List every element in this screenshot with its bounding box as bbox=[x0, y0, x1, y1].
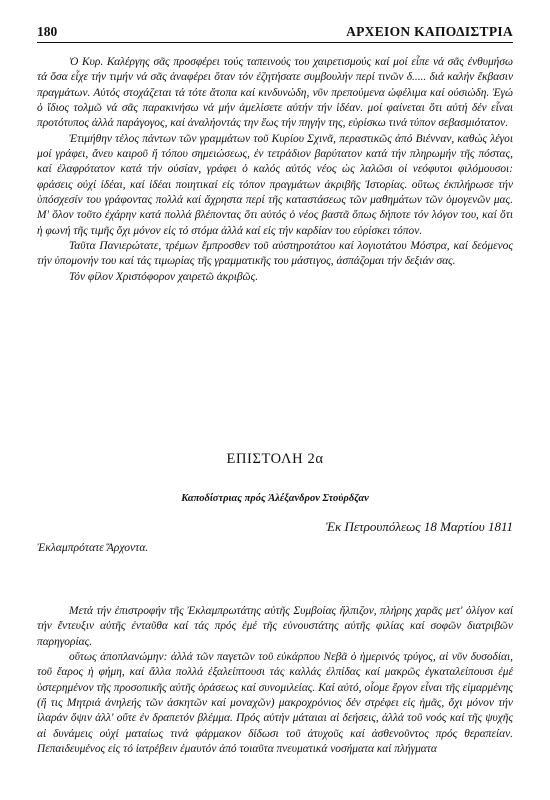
letter-two-body bbox=[37, 604, 513, 757]
paragraph: Ὁ Κυρ. Καλέργης σᾶς προσφέρει τούς ταπεινούς του χαιρετισμούς καί μοί εἶπε νά σᾶς ἐνθυμήσω τά ὅσα εἶχε τήν τιμήν νά σᾶς ἀναφέρει ὅταν τόν ἐζητήσατε συμβουλήν περί τινῶν δ..... διά καλήν ἔκβασιν πραγμάτων. Αὐτός στοχάζεται τά τότε ἄτοπα καί κινδυνώδη, νῦν πρεπούμενα ὠφέλιμα καί ούσιώδη. Ἐγώ ὁ ἴδιος τολμῶ νά σᾶς παρακινήσω νά μήν ἀμελίσετε αὐτήν τήν ἰδέαν. μοί φαίνεται ὅτι αὐτή δέν εἶναι προτότυπος ἀλλά παράγογος, καί ἀναλήοντάς την ἕως τήν πηγήν της, εὑρίσκω τινά τύπον σεβασμιότατον. bbox=[37, 56, 513, 130]
running-head: ΑΡΧΕΙΟΝ ΚΑΠΟΔΙΣΤΡΙΑ bbox=[346, 24, 513, 39]
epistle-subtitle: Καποδίστριας πρός Ἀλέξανδρον Στοὐρδζαν bbox=[181, 493, 369, 504]
letter-one-body bbox=[37, 55, 513, 285]
paragraph: Τόν φίλον Χριστόφορον χαιρετῶ ἀκριβῶς. bbox=[69, 270, 259, 283]
paragraph: οὕτως ἀποπλανώμην: ἀλλά τῶν παγετῶν τοῦ εὐκάρπου Νεβᾶ ὁ ἡμερινός τρύγος, αἱ νῦν δυσοδίαι, τοῦ ἔαρος ἡ φήμη, καί ἄλλα πολλά ἐξαλείπτουσι τάς καλλάς ἐλπίδας καί μακρῶς ἐγκαταλείπουσι ἐμέ ὑστερημένον τῆς προσοπικῆς αὐτῆς ὁράσεως καί συνομιλείας. Καί αὐτό, οἶομε ἔργον εἶναι τῆς εἱμαρμένης (ἤ τις Μητριά ἀνηλεής τῶν ἀσκητῶν καί μοναχῶν) μακροχρόνιος δέν στρέφει εἰς ἡμᾶς, ὄχι μόνον τήν ἱλαράν ὄψιν ἀλλ' οὔτε ἐν δραπετόν βλέμμα. Πρός αὐτήν μάταιαι αἱ δεήσεις, ἀλλά τοῦ νοός καί τῆς ψυχῆς αἱ δυνάμεις οὐχί ματαίως τινά φάρμακον δίδωσι τοῦ ἀτυχοῦς καί ἀσθενοῦντος πρός θεραπείαν. Πεπαιδευμένος εἰς τό ἰατρέβειν ἐμαυτόν ἀπό τοιαῦτα πνευματικά νοσήματα καί πλήγματα bbox=[37, 651, 513, 756]
paragraph: Ἐτιμήθην τέλος πάντων τῶν γραμμάτων τοῦ Κυρίου Σχινᾶ, περαστικῶς ἀπό Βιένναν, καθώς λέγοι μοί γράφει, ἄνευ καιροῦ ἤ τόπου σημειώσεως, ἐν τετράδιον βαρύτατον κατά τήν πληρωμήν τῆς πόστας, καί ἐλαφρότατον κατά τήν οὐσίαν, γράφει ὁ καλός αὐτός νέος ὡς λαλῶσι οἱ νεόφυτοι φιλόμουσοι: φράσεις οὐχί ἰδέαι, καί ἰδέαι ποιητικαί εἰς τόπον πραγμάτων ἀκριβῆς Ἰστορίας. οὕτως ἐκπλήρωσε τήν ὑπόσχεσίν του γράφοντας πολλά καί ἄχρηστα περί τῆς καταστάσεως τῶν μαθημάτων τῶν ὁμογενῶν μας. Μ' ὅλον τοῦτο ἐχάρην κατά πολλά βλέποντας ὅτι αὐτός ὁ νέος βαστᾶ ὅπως δήποτε τόν λόγον του, καί ὅτι ἡ φωνή τῆς τιμῆς ὄχι μόνον εἰς τό στόμα ἀλλά καί εἰς τήν καρδίαν του εὑρίσκει τόπον. bbox=[37, 132, 513, 237]
paragraph: Ταῦτα Πανιερώτατε, τρέμων ἔμπροσθεν τοῦ αὐστηροτάτου καί λογιοτάτου Μόστρα, καί δεόμενος τήν ὑπομονήν του καί τάς τιμωρίας τῆς γραμματικῆς του μάστιγος, ἀσπάζομαι τήν δεξιάν σας. bbox=[37, 240, 513, 268]
epistle-dateline: Ἐκ Πετρουπόλεως 18 Μαρτίου 1811 bbox=[325, 519, 513, 534]
paragraph: Μετά τήν ἐπιστροφήν τῆς Ἐκλαμπρωτάτης αὐτῆς Συμβοίας ἤλπιζον, πλήρης χαρᾶς μετ' ὀλίγον καί τήν ἔντευξιν αὐτῆς ἐνταῦθα καί τάς πρός ἐμέ τῆς εὐνουστάτης αὐτῆς φιλίας καί σοφῶν διατριβῶν παρηγορίας. bbox=[37, 605, 513, 648]
page-number: 180 bbox=[37, 24, 58, 39]
page-header bbox=[37, 22, 513, 43]
epistle-title: ΕΠΙΣΤΟΛΗ 2α bbox=[226, 451, 324, 467]
salutation: Ἐκλαμπρότατε Ἄρχοντα. bbox=[37, 541, 149, 554]
